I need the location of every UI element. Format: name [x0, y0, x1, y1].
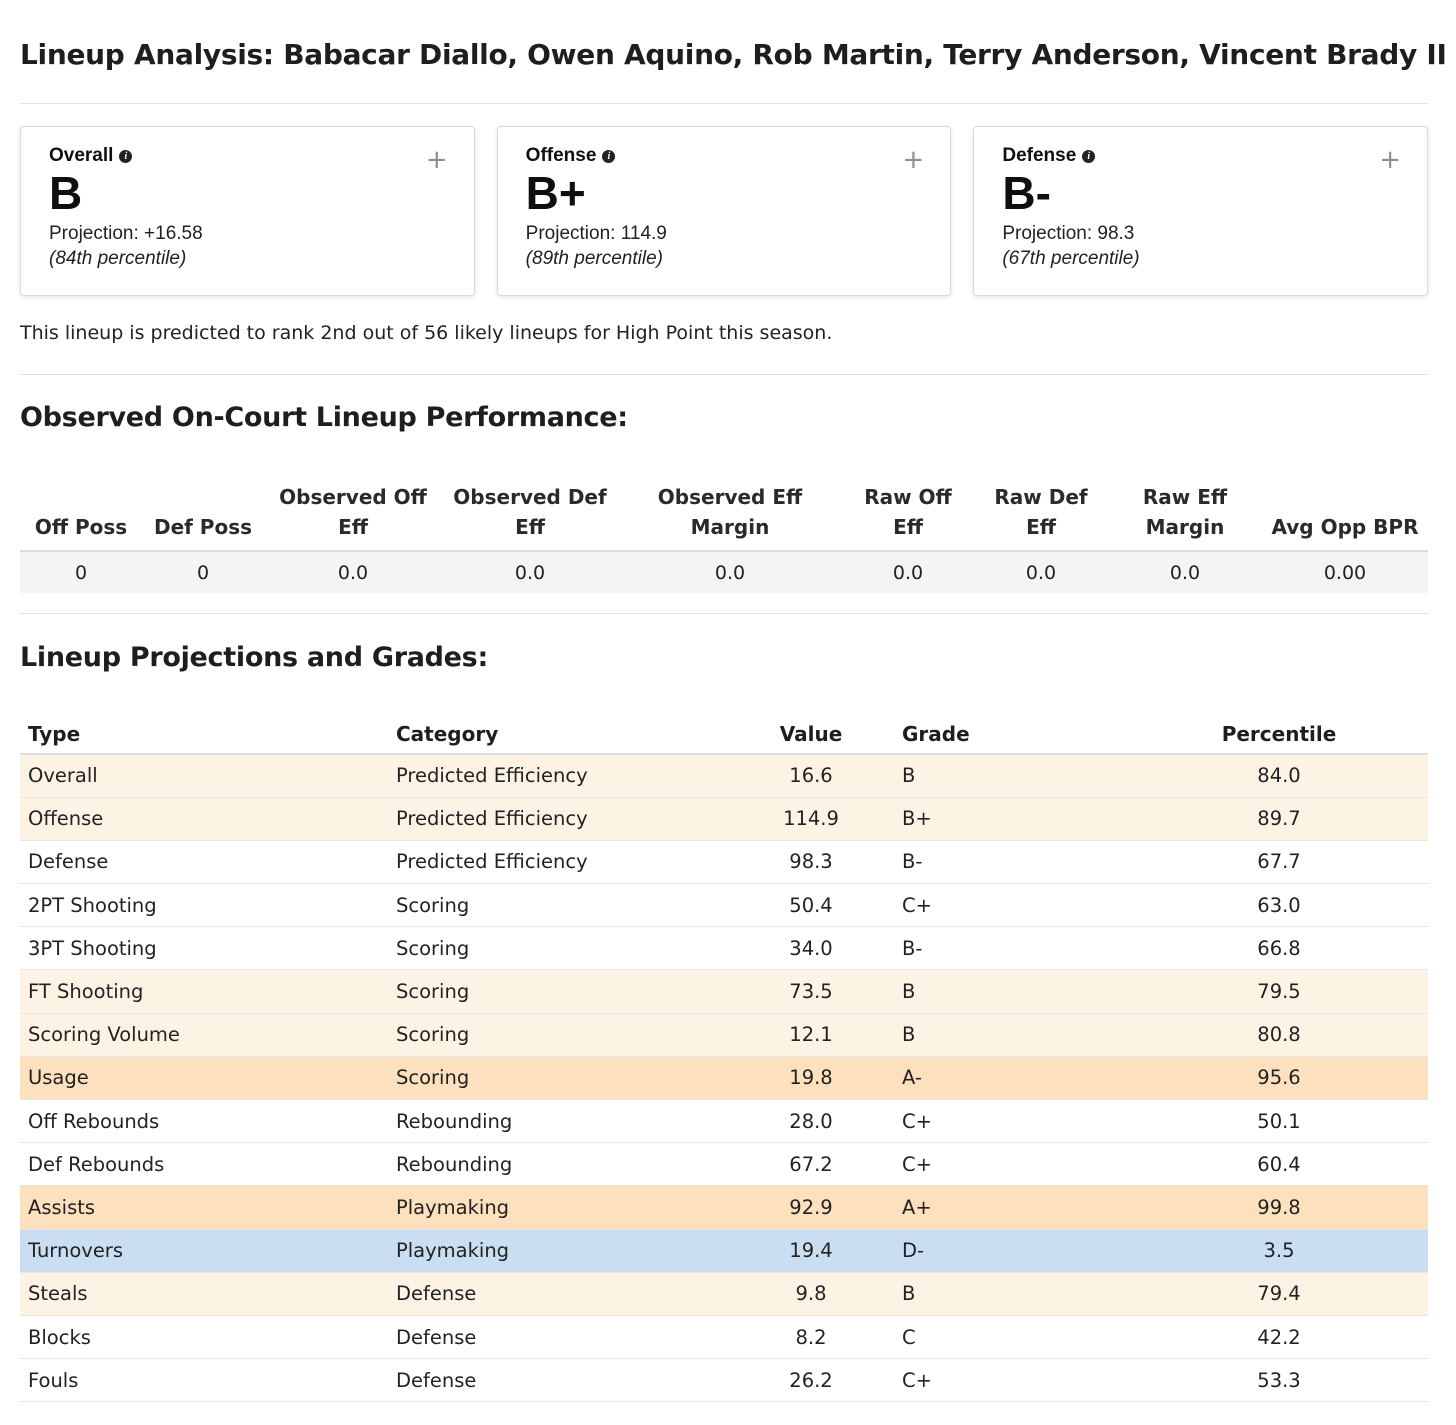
cell-value: 26.2	[728, 1359, 894, 1402]
expand-plus-icon[interactable]: +	[902, 145, 925, 175]
cell-type: FT Shooting	[20, 970, 388, 1013]
card-grade: B	[49, 167, 83, 219]
cell-type: Assists	[20, 1186, 388, 1229]
divider	[20, 374, 1428, 375]
table-row	[20, 970, 1428, 1013]
table-cell: 0	[20, 551, 142, 593]
cell-percentile: 60.4	[1130, 1143, 1428, 1186]
cell-value: 98.3	[728, 840, 894, 883]
card-projection: Projection: 114.9	[525, 223, 667, 244]
card-grade: B+	[525, 167, 586, 219]
cell-type: Usage	[20, 1056, 388, 1099]
cell-grade: B	[894, 1013, 1130, 1056]
cell-grade: C+	[894, 1100, 1130, 1143]
cell-category: Defense	[388, 1359, 728, 1402]
cell-grade: B	[894, 970, 1130, 1013]
cell-percentile: 80.8	[1130, 1013, 1428, 1056]
card-title: Defense	[1002, 145, 1077, 166]
cell-percentile: 84.0	[1130, 754, 1428, 797]
cell-type: 3PT Shooting	[20, 927, 388, 970]
page-title: Lineup Analysis: Babacar Diallo, Owen Aquino, Rob Martin, Terry Anderson, Vincent Brady II	[20, 38, 1447, 71]
cell-grade: A-	[894, 1056, 1130, 1099]
divider	[20, 613, 1428, 614]
grades-table-body	[20, 754, 1428, 1402]
table-row	[20, 754, 1428, 797]
card-title: Offense	[525, 145, 597, 166]
defense-card	[973, 126, 1428, 296]
cell-type: Overall	[20, 754, 388, 797]
cell-value: 28.0	[728, 1100, 894, 1143]
card-projection: Projection: 98.3	[1002, 223, 1135, 244]
observed-performance-table	[20, 478, 1428, 593]
column-header-category[interactable]: Category	[388, 714, 728, 754]
table-row	[20, 884, 1428, 927]
table-cell: 0.0	[264, 551, 442, 593]
column-header[interactable]: Raw Eff Margin	[1108, 478, 1262, 551]
cell-category: Scoring	[388, 1013, 728, 1056]
cell-percentile: 63.0	[1130, 884, 1428, 927]
divider	[20, 103, 1428, 104]
cell-value: 8.2	[728, 1315, 894, 1358]
expand-plus-icon[interactable]: +	[425, 145, 448, 175]
cell-grade: C+	[894, 884, 1130, 927]
column-header[interactable]: Avg Opp BPR	[1262, 478, 1428, 551]
cell-percentile: 50.1	[1130, 1100, 1428, 1143]
cell-grade: C	[894, 1315, 1130, 1358]
cell-percentile: 53.3	[1130, 1359, 1428, 1402]
info-icon[interactable]: i	[602, 150, 615, 163]
cell-value: 16.6	[728, 754, 894, 797]
cell-category: Defense	[388, 1315, 728, 1358]
column-header[interactable]: Observed Def Eff	[442, 478, 618, 551]
table-row	[20, 1013, 1428, 1056]
offense-card	[497, 126, 952, 296]
cell-grade: C+	[894, 1143, 1130, 1186]
info-icon[interactable]: i	[119, 150, 132, 163]
card-projection: Projection: +16.58	[49, 223, 203, 244]
cell-type: Off Rebounds	[20, 1100, 388, 1143]
cell-category: Predicted Efficiency	[388, 754, 728, 797]
cell-percentile: 79.5	[1130, 970, 1428, 1013]
cell-grade: B	[894, 754, 1130, 797]
card-percentile: (89th percentile)	[525, 248, 663, 269]
column-header-type[interactable]: Type	[20, 714, 388, 754]
cell-value: 19.8	[728, 1056, 894, 1099]
column-header-grade[interactable]: Grade	[894, 714, 1130, 754]
lineup-rank-summary: This lineup is predicted to rank 2nd out of 56 likely lineups for High Point this season.	[20, 322, 833, 344]
column-header[interactable]: Observed Off Eff	[264, 478, 442, 551]
cell-percentile: 95.6	[1130, 1056, 1428, 1099]
cell-value: 67.2	[728, 1143, 894, 1186]
projections-grades-table	[20, 714, 1428, 1402]
table-cell: 0.0	[442, 551, 618, 593]
cell-value: 50.4	[728, 884, 894, 927]
cell-grade: C+	[894, 1359, 1130, 1402]
cell-value: 92.9	[728, 1186, 894, 1229]
cell-percentile: 99.8	[1130, 1186, 1428, 1229]
cell-type: Fouls	[20, 1359, 388, 1402]
cell-type: 2PT Shooting	[20, 884, 388, 927]
column-header-value[interactable]: Value	[728, 714, 894, 754]
cell-type: Defense	[20, 840, 388, 883]
cell-type: Steals	[20, 1272, 388, 1315]
cell-grade: A+	[894, 1186, 1130, 1229]
cell-value: 12.1	[728, 1013, 894, 1056]
table-header-row	[20, 478, 1428, 551]
column-header[interactable]: Raw Def Eff	[974, 478, 1108, 551]
cell-value: 34.0	[728, 927, 894, 970]
table-row	[20, 1272, 1428, 1315]
cell-grade: D-	[894, 1229, 1130, 1272]
table-cell: 0.0	[1108, 551, 1262, 593]
table-row	[20, 551, 1428, 593]
card-percentile: (67th percentile)	[1002, 248, 1140, 269]
table-row	[20, 1056, 1428, 1099]
observed-section-title: Observed On-Court Lineup Performance:	[20, 402, 628, 433]
cell-category: Scoring	[388, 927, 728, 970]
table-row	[20, 840, 1428, 883]
table-cell: 0.0	[618, 551, 842, 593]
cell-value: 73.5	[728, 970, 894, 1013]
cell-type: Blocks	[20, 1315, 388, 1358]
cell-category: Playmaking	[388, 1186, 728, 1229]
table-row	[20, 1229, 1428, 1272]
cell-grade: B+	[894, 797, 1130, 840]
card-grade: B-	[1002, 167, 1051, 219]
table-row	[20, 927, 1428, 970]
card-title: Overall	[49, 145, 114, 166]
table-cell: 0.0	[974, 551, 1108, 593]
table-row	[20, 1315, 1428, 1358]
table-cell: 0	[142, 551, 264, 593]
cell-category: Scoring	[388, 884, 728, 927]
grade-cards	[20, 126, 1428, 296]
cell-value: 19.4	[728, 1229, 894, 1272]
cell-category: Scoring	[388, 970, 728, 1013]
overall-card	[20, 126, 475, 296]
cell-type: Turnovers	[20, 1229, 388, 1272]
cell-percentile: 79.4	[1130, 1272, 1428, 1315]
cell-category: Rebounding	[388, 1143, 728, 1186]
cell-type: Scoring Volume	[20, 1013, 388, 1056]
cell-percentile: 42.2	[1130, 1315, 1428, 1358]
cell-percentile: 67.7	[1130, 840, 1428, 883]
cell-percentile: 89.7	[1130, 797, 1428, 840]
table-row	[20, 797, 1428, 840]
card-percentile: (84th percentile)	[49, 248, 187, 269]
table-row	[20, 1143, 1428, 1186]
cell-category: Predicted Efficiency	[388, 840, 728, 883]
column-header-percentile[interactable]: Percentile	[1130, 714, 1428, 754]
cell-value: 114.9	[728, 797, 894, 840]
info-icon[interactable]: i	[1082, 150, 1095, 163]
cell-value: 9.8	[728, 1272, 894, 1315]
expand-plus-icon[interactable]: +	[1379, 145, 1402, 175]
table-row	[20, 1186, 1428, 1229]
cell-type: Def Rebounds	[20, 1143, 388, 1186]
column-header[interactable]: Off Poss	[20, 478, 142, 551]
table-header-row	[20, 714, 1428, 754]
cell-category: Rebounding	[388, 1100, 728, 1143]
cell-type: Offense	[20, 797, 388, 840]
table-row	[20, 1100, 1428, 1143]
cell-percentile: 3.5	[1130, 1229, 1428, 1272]
column-header[interactable]: Raw Off Eff	[842, 478, 974, 551]
cell-grade: B-	[894, 840, 1130, 883]
cell-category: Defense	[388, 1272, 728, 1315]
column-header[interactable]: Def Poss	[142, 478, 264, 551]
table-row	[20, 1359, 1428, 1402]
column-header[interactable]: Observed Eff Margin	[618, 478, 842, 551]
projections-section-title: Lineup Projections and Grades:	[20, 642, 488, 673]
table-cell: 0.0	[842, 551, 974, 593]
cell-grade: B-	[894, 927, 1130, 970]
cell-category: Scoring	[388, 1056, 728, 1099]
cell-category: Playmaking	[388, 1229, 728, 1272]
table-cell: 0.00	[1262, 551, 1428, 593]
cell-percentile: 66.8	[1130, 927, 1428, 970]
cell-grade: B	[894, 1272, 1130, 1315]
cell-category: Predicted Efficiency	[388, 797, 728, 840]
